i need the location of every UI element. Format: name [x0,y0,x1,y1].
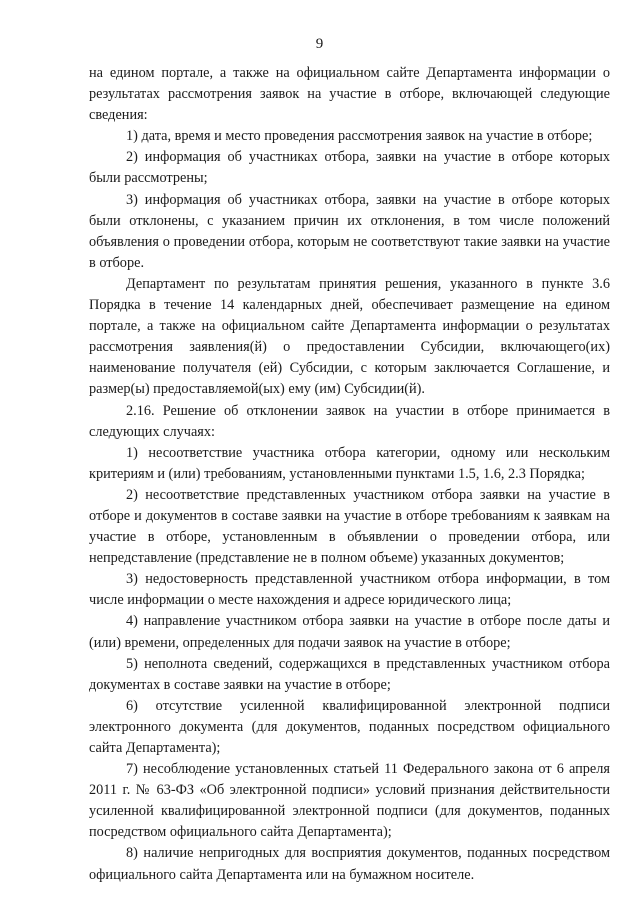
paragraph-reason-7: 7) несоблюдение установленных статьей 11 Федерального закона от 6 апреля 2011 г. № 63-ФЗ «Об электронной подписи» условий признания действительности усиленной квалифицированной электронной подписи (для документов, поданных посредством официального сайта Департамента); [89,761,610,841]
paragraph-continuation: на едином портале, а также на официальном сайте Департамента информации о результатах рассмотрения заявок на участие в отборе, включающей следующие сведения: [89,65,610,124]
paragraph-section-2-16: 2.16. Решение об отклонении заявок на участии в отборе принимается в следующих случаях: [89,402,610,440]
paragraph-reason-8: 8) наличие непригодных для восприятия документов, поданных посредством официального сайта Департамента или на бумажном носителе. [89,845,610,883]
paragraph-item-2: 2) информация об участниках отбора, заявки на участие в отборе которых были рассмотрены; [89,149,610,187]
paragraph-reason-5: 5) неполнота сведений, содержащихся в представленных участником отбора документах в составе заявки на участие в отборе; [89,655,610,693]
paragraph-reason-6: 6) отсутствие усиленной квалифицированной электронной подписи электронного документа (для документов, поданных посредством официального сайта Департамента); [89,697,610,756]
paragraph-item-1: 1) дата, время и место проведения рассмотрения заявок на участие в отборе; [126,128,593,145]
document-body [89,63,610,886]
paragraph-department-notice: Департамент по результатам принятия решения, указанного в пункте 3.6 Порядка в течение 14 календарных дней, обеспечивает размещение на едином портале, а также на официальном сайте Департамента информации о результатах рассмотрения заявления(й) о предоставлении Субсидии, включающего(их) наименование получателя (ей) Субсидии, с которым заключается Соглашение, и размер(ы) предоставляемой(ых) ему (им) Субсидии(й). [89,275,610,398]
page-number: 9 [315,36,324,52]
paragraph-reason-3: 3) недостоверность представленной участником отбора информации, в том числе информации о месте нахождения и адресе юридического лица; [89,571,610,609]
paragraph-reason-4: 4) направление участником отбора заявки на участие в отборе после даты и (или) времени, определенных для подачи заявок на участие в отборе; [89,613,610,651]
paragraph-reason-2: 2) несоответствие представленных участником отбора заявки на участие в отборе и документов в составе заявки на участие в отборе требованиям к заявкам на участие в отборе, установленным в объявлении о проведении отбора, или непредставление (представление не в полном объеме) указанных документов; [89,486,610,567]
paragraph-reason-1: 1) несоответствие участника отбора категории, одному или нескольким критериям и (или) требованиям, установленными пунктами 1.5, 1.6, 2.3 Порядка; [89,444,610,482]
paragraph-item-3: 3) информация об участниках отбора, заявки на участие в отборе которых были отклонены, с указанием причин их отклонения, в том числе положений объявления о проведении отбора, которым не соответствуют такие заявки на участие в отборе. [89,191,610,271]
